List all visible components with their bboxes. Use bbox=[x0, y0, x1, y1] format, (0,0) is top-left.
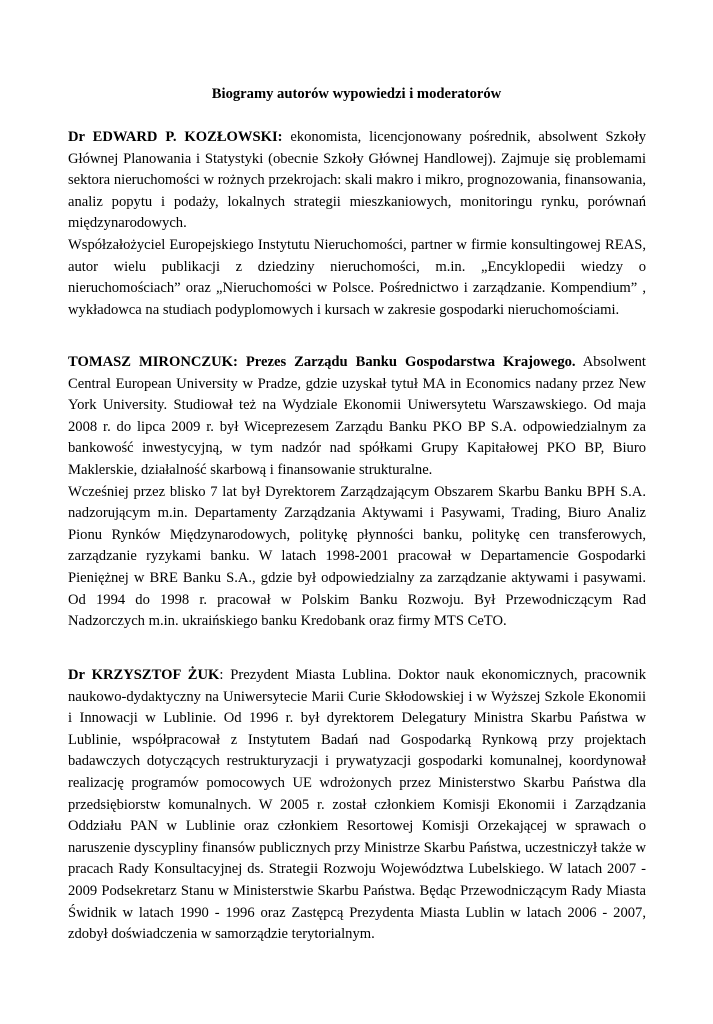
bio-text: : Prezydent Miasta Lublina. Doktor nauk ekonomicznych, pracownik naukowo-dydaktyczny na Uniwersytecie Marii Curie Skłodowskiej i w Wyższej Szkole Ekonomii i Innowacji w Lublinie. Od 1996 r. był dyrektorem Delegatury Ministra Skarbu Państwa w Lublinie, współpracował z Instytutem Badań nad Gospodarką Rynkową przy projektach badawczych dotyczących restrukturyzacji i prywatyzacji gospodarki komunalnej, koordynował realizację programów pomocowych UE wdrożonych przez Ministerstwo Skarbu Państwa dla przedsiębiorstw komunalnych. W 2005 r. został członkiem Komisji Ekonomii i Zarządzania Oddziału PAN w Lublinie oraz członkiem Resortowej Komisji Orzekającej w sprawach o naruszenie dyscypliny finansów publicznych przy Ministrze Skarbu Państwa, uczestniczył także w pracach Rady Konsultacyjnej ds. Strategii Rozwoju Województwa Lubelskiego. W latach 2007 - 2009 Podsekretarz Stanu w Ministerstwie Skarbu Państwa. Będąc Przewodniczącym Rady Miasta Świdnik w latach 1990 - 1996 oraz Zastępcą Prezydenta Miasta Lublin w latach 2006 - 2007, zdobył doświadczenia w samorządzie terytorialnym. bbox=[68, 667, 646, 943]
bio-zuk bbox=[68, 665, 646, 946]
bio-text: Wcześniej przez blisko 7 lat był Dyrektorem Zarządzającym Obszarem Skarbu Banku BPH S.A. nadzorującym m.in. Departamenty Zarządzania Aktywami i Pasywami, Trading, Biuro Analiz Pionu Rynków Międzynarodowych, politykę płynności banku, politykę cen transferowych, zarządzanie ryzykami banku. W latach 1998-2001 pracował w Departamencie Gospodarki Pieniężnej w BRE Banku S.A., gdzie był odpowiedzialny za zarządzanie aktywami i pasywami. Od 1994 do 1998 r. pracował w Polskim Banku Rozwoju. Był Przewodniczącym Rad Nadzorczych m.in. ukraińskiego banku Kredobank oraz firmy MTS CeTO. bbox=[68, 483, 646, 630]
person-name: TOMASZ MIRONCZUK: bbox=[68, 354, 238, 370]
bio-paragraph bbox=[68, 127, 646, 235]
bio-mironczuk bbox=[68, 352, 646, 633]
person-role: Prezes Zarządu Banku Gospodarstwa Krajowego. bbox=[237, 354, 576, 370]
bio-text: Współzałożyciel Europejskiego Instytutu Nieruchomości, partner w firmie konsultingowej REAS, autor wielu publikacji z dziedziny nieruchomości, m.in. „Encyklopedii wiedzy o nieruchomościach” oraz „Nieruchomości w Polsce. Pośrednictwo i zarządzanie. Kompendium” , wykładowca na studiach podyplomowych i kursach w zakresie gospodarki nieruchomościami. bbox=[68, 236, 646, 318]
bio-paragraph bbox=[68, 665, 646, 946]
bio-text: ekonomista, licencjonowany pośrednik, absolwent Szkoły Głównej Planowania i Statystyki (obecnie Szkoły Głównej Handlowej). Zajmuje się problemami sektora nieruchomości w rożnych przekrojach: skali makro i mikro, prognozowania, finansowania, analiz popytu i podaży, lokalnych strategii mieszkaniowych, monitoringu rynku, porównań międzynarodowych. bbox=[68, 129, 646, 232]
person-name: Dr EDWARD P. KOZŁOWSKI: bbox=[68, 129, 283, 145]
bio-paragraph bbox=[68, 352, 646, 482]
bio-paragraph bbox=[68, 482, 646, 633]
bio-kozlowski bbox=[68, 127, 646, 321]
bio-text: Absolwent Central European University w Pradze, gdzie uzyskał tytuł MA in Economics nadany przez New York University. Studiował też na Wydziale Ekonomii Uniwersytetu Warszawskiego. Od maja 2008 r. do lipca 2009 r. był Wiceprezesem Zarządu Banku PKO BP S.A. odpowiedzialnym za bankowość inwestycyjną, w tym nadzór nad spółkami Grupy Kapitałowej PKO BP, Biuro Maklerskie, działalność skarbową i finansowanie strukturalne. bbox=[68, 354, 646, 478]
bio-paragraph bbox=[68, 235, 646, 321]
document-title: Biogramy autorów wypowiedzi i moderatorów bbox=[211, 86, 502, 102]
person-name: Dr KRZYSZTOF ŻUK bbox=[68, 667, 220, 683]
